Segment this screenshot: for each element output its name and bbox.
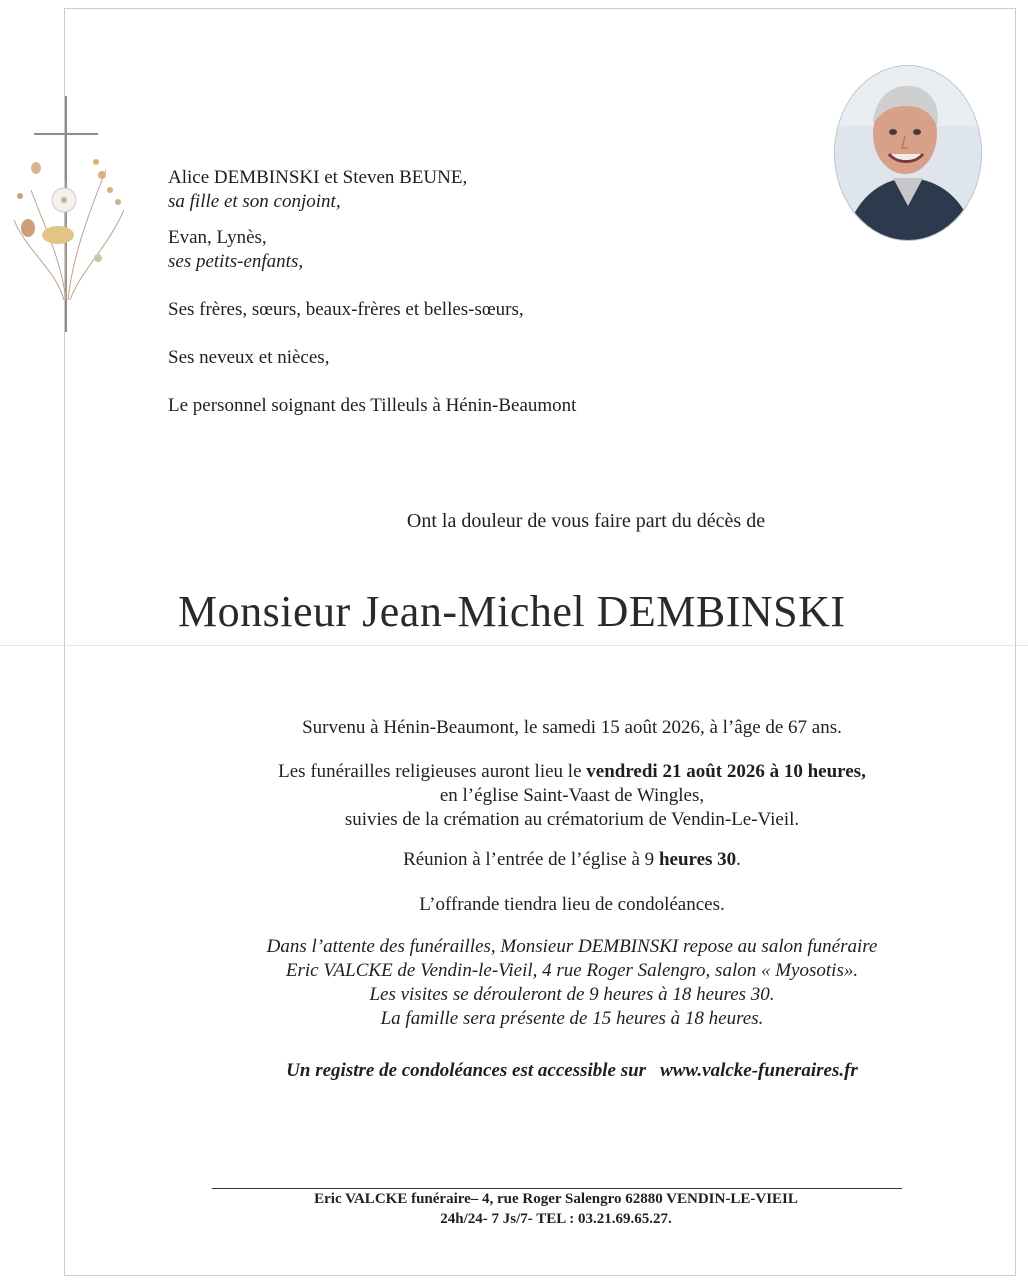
registry-text: Un registre de condoléances est accessible sur (286, 1060, 647, 1081)
funeral-line-1 (116, 760, 1028, 784)
announcement-intro: Ont la douleur de vous faire part du décès de (406, 510, 766, 532)
portrait-photo (835, 66, 981, 240)
fold-line (0, 645, 1028, 646)
death-line: Survenu à Hénin-Beaumont, le samedi 15 août 2026, à l’âge de 67 ans. (302, 717, 842, 738)
footer-address: Eric VALCKE funéraire– 4, rue Roger Salengro 62880 VENDIN-LE-VIEIL (314, 1191, 798, 1207)
funeral-line-2: en l’église Saint-Vaast de Wingles, (439, 785, 705, 806)
offering-line: L’offrande tiendra lieu de condoléances. (419, 894, 725, 915)
funeral-date: vendredi 21 août 2026 à 10 heures, (586, 761, 866, 782)
wake-line-4: La famille sera présente de 15 heures à 18 heures. (380, 1008, 764, 1029)
funeral-line-3: suivies de la crémation au crématorium de Vendin-Le-Vieil. (344, 809, 800, 830)
wake-line-2: Eric VALCKE de Vendin-le-Vieil, 4 rue Roger Salengro, salon « Myosotis». (285, 960, 859, 981)
funeral-info (0, 760, 1028, 832)
family-line-daughter-relation: sa fille et son conjoint, (168, 191, 341, 212)
funeral-text: Les funérailles religieuses auront lieu le (278, 761, 587, 782)
meeting-info (0, 848, 1028, 872)
family-list (168, 166, 576, 418)
offering-info (0, 893, 1028, 917)
wake-line-3: Les visites se dérouleront de 9 heures à 18 heures 30. (369, 984, 775, 1005)
wake-line-1: Dans l’attente des funérailles, Monsieur DEMBINSKI repose au salon funéraire (266, 936, 878, 957)
registry-info (0, 1059, 1028, 1083)
meeting-time: heures 30 (658, 849, 737, 870)
registry-link[interactable]: www.valcke-funeraires.fr (660, 1060, 858, 1081)
family-line-grandchildren: Evan, Lynès, (168, 227, 267, 248)
family-line-nephews: Ses neveux et nièces, (168, 347, 330, 368)
meeting-end: . (736, 849, 741, 870)
death-info (0, 716, 1028, 740)
meeting-line (116, 848, 1028, 872)
wake-info (0, 935, 1028, 1031)
family-line-grandchildren-relation: ses petits-enfants, (168, 251, 304, 272)
footer-phone: 24h/24- 7 Js/7- TEL : 03.21.69.65.27. (440, 1211, 672, 1227)
family-line-daughter: Alice DEMBINSKI et Steven BEUNE, (168, 167, 468, 188)
registry-line (116, 1059, 1028, 1083)
flower-bouquet-icon (6, 150, 132, 300)
family-line-siblings: Ses frères, sœurs, beaux-frères et belles-sœurs, (168, 299, 524, 320)
family-line-caregivers: Le personnel soignant des Tilleuls à Hénin-Beaumont (168, 395, 577, 416)
meeting-text: Réunion à l’entrée de l’église à 9 (403, 849, 659, 870)
deceased-name: Monsieur Jean-Michel DEMBINSKI (178, 587, 846, 636)
footer (0, 1189, 1028, 1229)
